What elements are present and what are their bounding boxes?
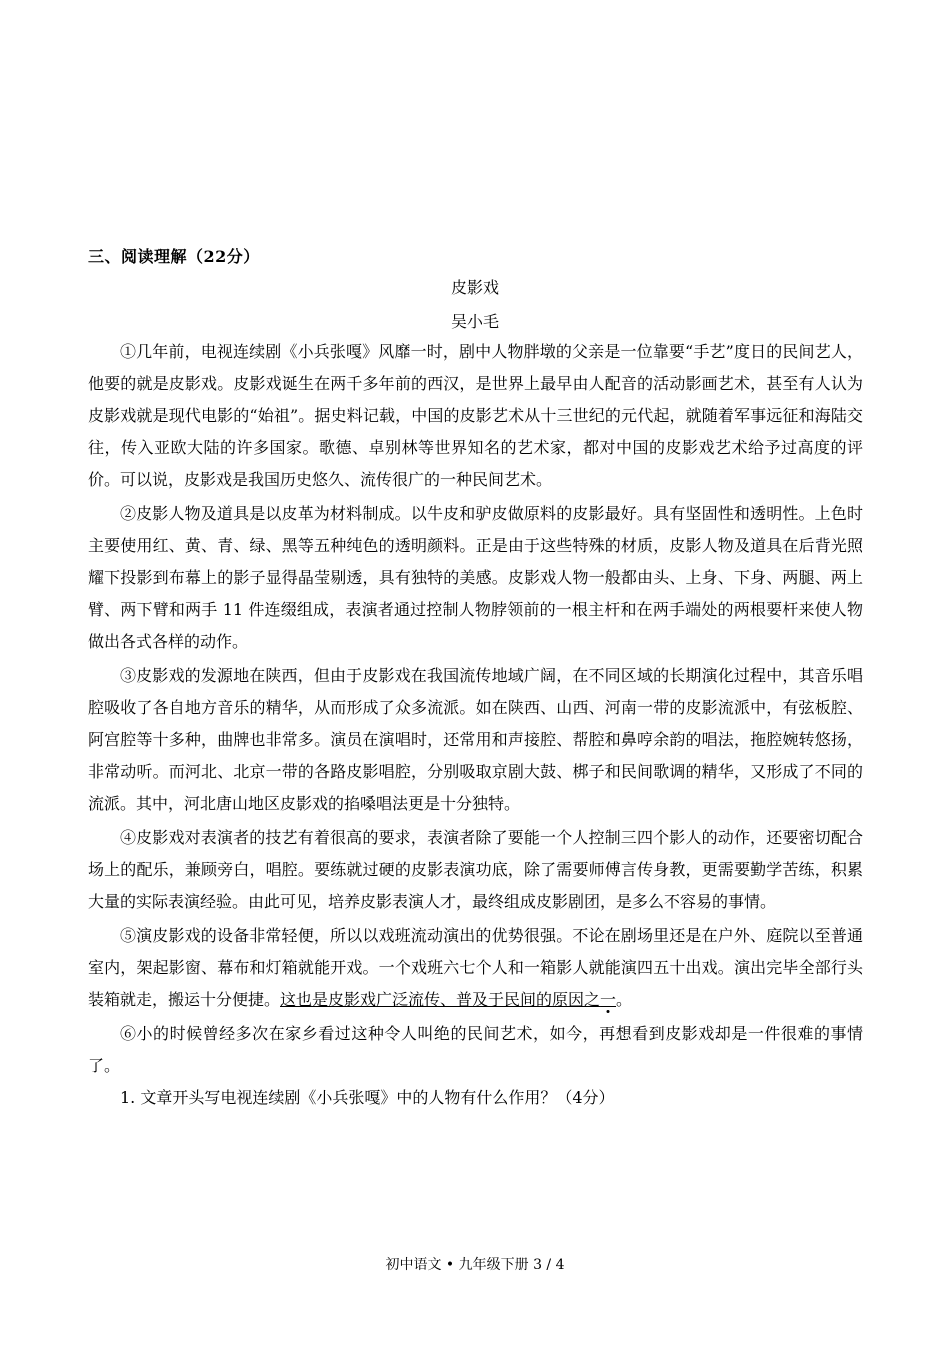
section-title: 三、阅读理解（22分） [88, 247, 260, 266]
article-title: 皮影戏 [450, 278, 499, 297]
article-author: 吴小毛 [450, 312, 499, 331]
paragraph-6: ⑥小的时候曾经多次在家乡看过这种令人叫绝的民间艺术，如今，再想看到皮影戏却是一件很难的事情了。 [88, 1024, 863, 1075]
paragraph-5 [88, 920, 863, 1016]
emphasis-dot-char: 一 [600, 990, 617, 1009]
paragraph-2: ②皮影人物及道具是以皮革为材料制成。以牛皮和驴皮做原料的皮影最好。具有坚固性和透明性。上色时主要使用红、黄、青、绿、黑等五种纯色的透明颜料。正是由于这些特殊的材质，皮影人物及道具在后背光照耀下投影到布幕上的影子显得晶莹剔透，具有独特的美感。皮影戏人物一般都由头、上身、下身、两腿、两上臂、两下臂和两手 11 件连缀组成，表演者通过控制人物脖领前的一根主杆和在两手端处的两根要杆来使人物做出各式各样的动作。 [88, 504, 863, 651]
underlined-sentence [280, 990, 616, 1009]
paragraph-5-end: 。 [616, 990, 633, 1009]
paragraph-3: ③皮影戏的发源地在陕西，但由于皮影戏在我国流传地域广阔，在不同区域的长期演化过程中，其音乐唱腔吸收了各自地方音乐的精华，从而形成了众多流派。如在陕西、山西、河南一带的皮影流派中，有弦板腔、阿宫腔等十多种，曲牌也非常多。演员在演唱时，还常用和声接腔、帮腔和鼻哼余韵的唱法，拖腔婉转悠扬，非常动听。而河北、北京一带的各路皮影唱腔，分别吸取京剧大鼓、梆子和民间歌调的精华，又形成了不同的流派。其中，河北唐山地区皮影戏的掐嗓唱法更是十分独特。 [88, 666, 863, 813]
page-footer: 初中语文 • 九年级下册 3 / 4 [385, 1257, 565, 1273]
paragraph-4: ④皮影戏对表演者的技艺有着很高的要求，表演者除了要能一个人控制三四个影人的动作，还要密切配合场上的配乐，兼顾旁白，唱腔。要练就过硬的皮影表演功底，除了需要师傅言传身教，更需要勤学苦练，积累大量的实际表演经验。由此可见，培养皮影表演人才，最终组成皮影剧团，是多么不容易的事情。 [88, 828, 863, 911]
article-body [88, 336, 863, 1114]
paragraph-5-text: ⑤演皮影戏的设备非常轻便，所以以戏班流动演出的优势很强。不论在剧场里还是在户外、庭院以至普通室内，架起影窗、幕布和灯箱就能开戏。一个戏班六七个人和一箱影人就能演四五十出戏。演出完毕全部行头装箱就走，搬运十分便捷。 [88, 926, 863, 1009]
underlined-sentence-text: 这也是皮影戏广泛流传、普及于民间的原因之 [280, 990, 601, 1009]
question-1: 1. 文章开头写电视连续剧《小兵张嘎》中的人物有什么作用？（4分） [120, 1088, 615, 1107]
paragraph-1: ①几年前，电视连续剧《小兵张嘎》风靡一时，剧中人物胖墩的父亲是一位靠要“手艺”度日的民间艺人，他要的就是皮影戏。皮影戏诞生在两千多年前的西汉，是世界上最早由人配音的活动影画艺术，甚至有人认为皮影戏就是现代电影的“始祖”。据史料记载，中国的皮影艺术从十三世纪的元代起，就随着军事远征和海陆交往，传入亚欧大陆的许多国家。歌德、卓别林等世界知名的艺术家，都对中国的皮影戏艺术给予过高度的评价。可以说，皮影戏是我国历史悠久、流传很广的一种民间艺术。 [88, 342, 863, 489]
